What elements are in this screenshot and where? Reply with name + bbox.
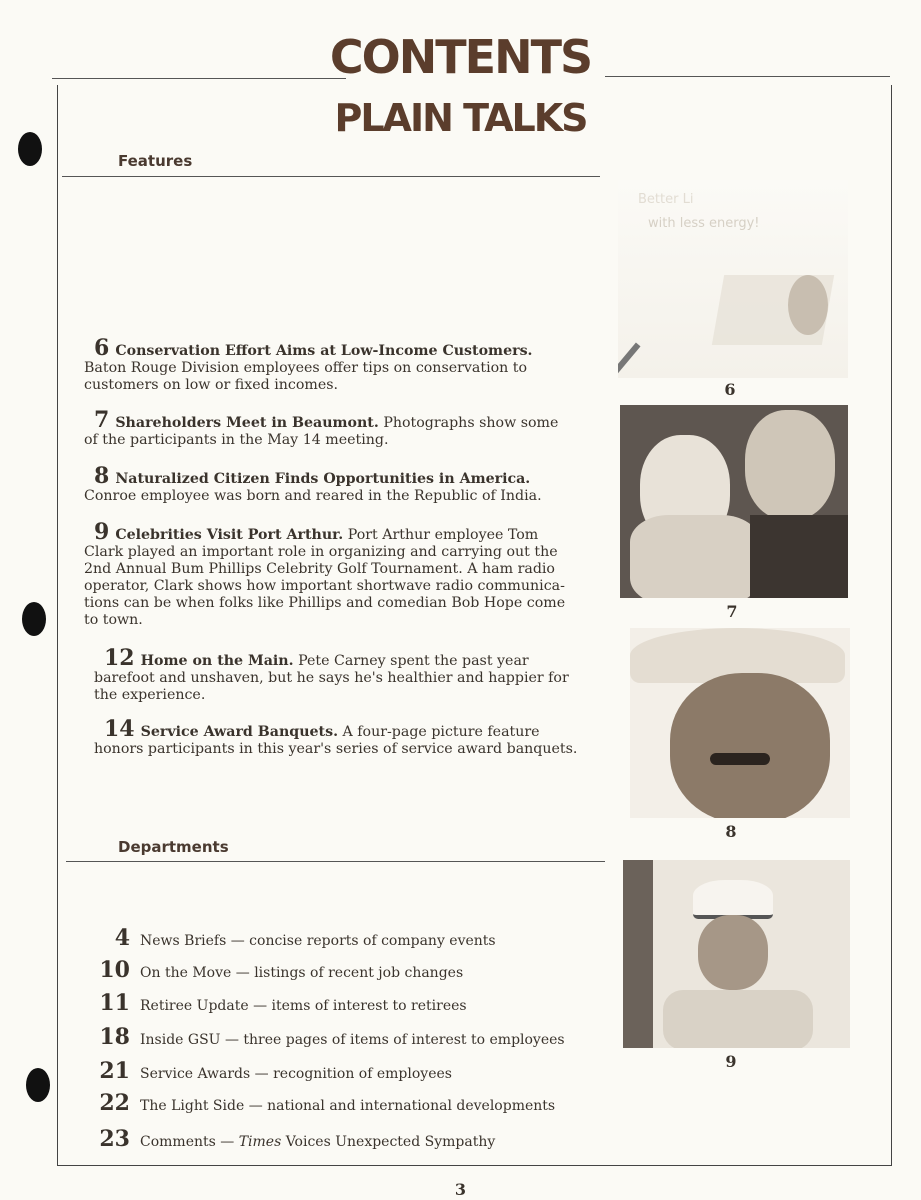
department-page-number: 23 [99, 1126, 130, 1152]
feature-headline: Shareholders Meet in Beaumont. [115, 415, 379, 431]
department-page-number: 18 [99, 1024, 130, 1050]
department-page-number: 21 [99, 1058, 130, 1084]
department-item [96, 1090, 555, 1116]
dash: — [235, 965, 250, 981]
department-description: national and international developments [267, 1098, 556, 1114]
feature-page-number: 9 [94, 519, 110, 545]
dash: — [230, 933, 245, 949]
department-name: Retiree Update [140, 998, 249, 1014]
feature-page-number: 12 [104, 645, 135, 671]
feature-item [84, 335, 574, 394]
department-item [96, 990, 467, 1016]
photo-celebrities [623, 860, 850, 1048]
department-item [96, 957, 463, 983]
photo-label: 6 [724, 380, 736, 399]
department-page-number: 11 [99, 990, 130, 1016]
department-name: Comments [140, 1134, 216, 1150]
photo-shareholders [620, 405, 848, 598]
photo-caption-text: Better Li [638, 192, 694, 207]
department-description: items of interest to retirees [271, 998, 467, 1014]
department-page-number: 4 [114, 925, 130, 951]
feature-description: Photographs show some of the participants in the May 14 meeting. [84, 415, 559, 448]
department-item [96, 1058, 452, 1084]
feature-description: Port Arthur employee Tom Clark played an important role in organizing and carrying out the 2nd Annual Bum Phillips Celebrity Golf Tournament. A ham radio operator, Clark shows how important shortwave radio communica-tions can be when folks like Phillips and comedian Bob Hope come to town. [84, 527, 566, 628]
feature-item [94, 716, 584, 758]
departments-heading: Departments [118, 838, 229, 856]
binder-hole [22, 602, 46, 636]
feature-headline: Naturalized Citizen Finds Opportunities in America. [115, 471, 531, 487]
department-item [96, 1024, 565, 1050]
feature-headline: Conservation Effort Aims at Low-Income Customers. [115, 343, 533, 359]
feature-headline: Home on the Main. [140, 653, 294, 669]
dash: — [220, 1134, 235, 1150]
department-description: Voices Unexpected Sympathy [285, 1134, 496, 1150]
feature-page-number: 14 [104, 716, 135, 742]
photo-conservation-house [618, 180, 848, 378]
department-name: Service Awards [140, 1066, 251, 1082]
feature-description: Baton Rouge Division employees offer tips on conservation to customers on low or fixed incomes. [84, 360, 528, 393]
dash: — [254, 1066, 269, 1082]
page-title: CONTENTS [329, 30, 592, 84]
department-name: News Briefs [140, 933, 227, 949]
magazine-title: PLAIN TALKS [334, 96, 587, 140]
photo-label: 7 [726, 602, 738, 621]
dash: — [248, 1098, 263, 1114]
feature-page-number: 8 [94, 463, 110, 489]
photo-label: 9 [725, 1052, 737, 1071]
feature-page-number: 7 [94, 407, 110, 433]
feature-headline: Celebrities Visit Port Arthur. [115, 527, 344, 543]
department-italic-title: Times [238, 1134, 282, 1150]
features-rule [62, 176, 600, 177]
department-item [96, 925, 496, 951]
departments-rule [66, 861, 605, 862]
page-number: 3 [454, 1180, 467, 1199]
department-name: Inside GSU [140, 1032, 221, 1048]
feature-page-number: 6 [94, 335, 110, 361]
department-page-number: 10 [99, 957, 130, 983]
feature-item [94, 645, 584, 704]
feature-description: A four-page picture feature honors participants in this year's series of service award banquets. [94, 724, 578, 757]
department-name: The Light Side [140, 1098, 245, 1114]
department-description: three pages of items of interest to employees [243, 1032, 565, 1048]
photo-caption-text: with less energy! [648, 216, 760, 231]
department-description: listings of recent job changes [254, 965, 464, 981]
feature-item [84, 519, 574, 629]
photo-naturalized-citizen [630, 628, 850, 818]
department-description: recognition of employees [273, 1066, 452, 1082]
feature-description: Conroe employee was born and reared in the Republic of India. [84, 488, 542, 504]
dash: — [224, 1032, 239, 1048]
department-name: On the Move [140, 965, 232, 981]
department-item [96, 1126, 495, 1152]
department-description: concise reports of company events [249, 933, 496, 949]
feature-description: Pete Carney spent the past year barefoot and unshaven, but he says he's healthier and happier for the experience. [94, 653, 569, 703]
feature-headline: Service Award Banquets. [140, 724, 339, 740]
department-page-number: 22 [99, 1090, 130, 1116]
photo-label: 8 [725, 822, 737, 841]
dash: — [253, 998, 268, 1014]
features-heading: Features [118, 152, 193, 170]
feature-item [84, 407, 574, 449]
binder-hole [26, 1068, 50, 1102]
feature-item [84, 463, 574, 505]
